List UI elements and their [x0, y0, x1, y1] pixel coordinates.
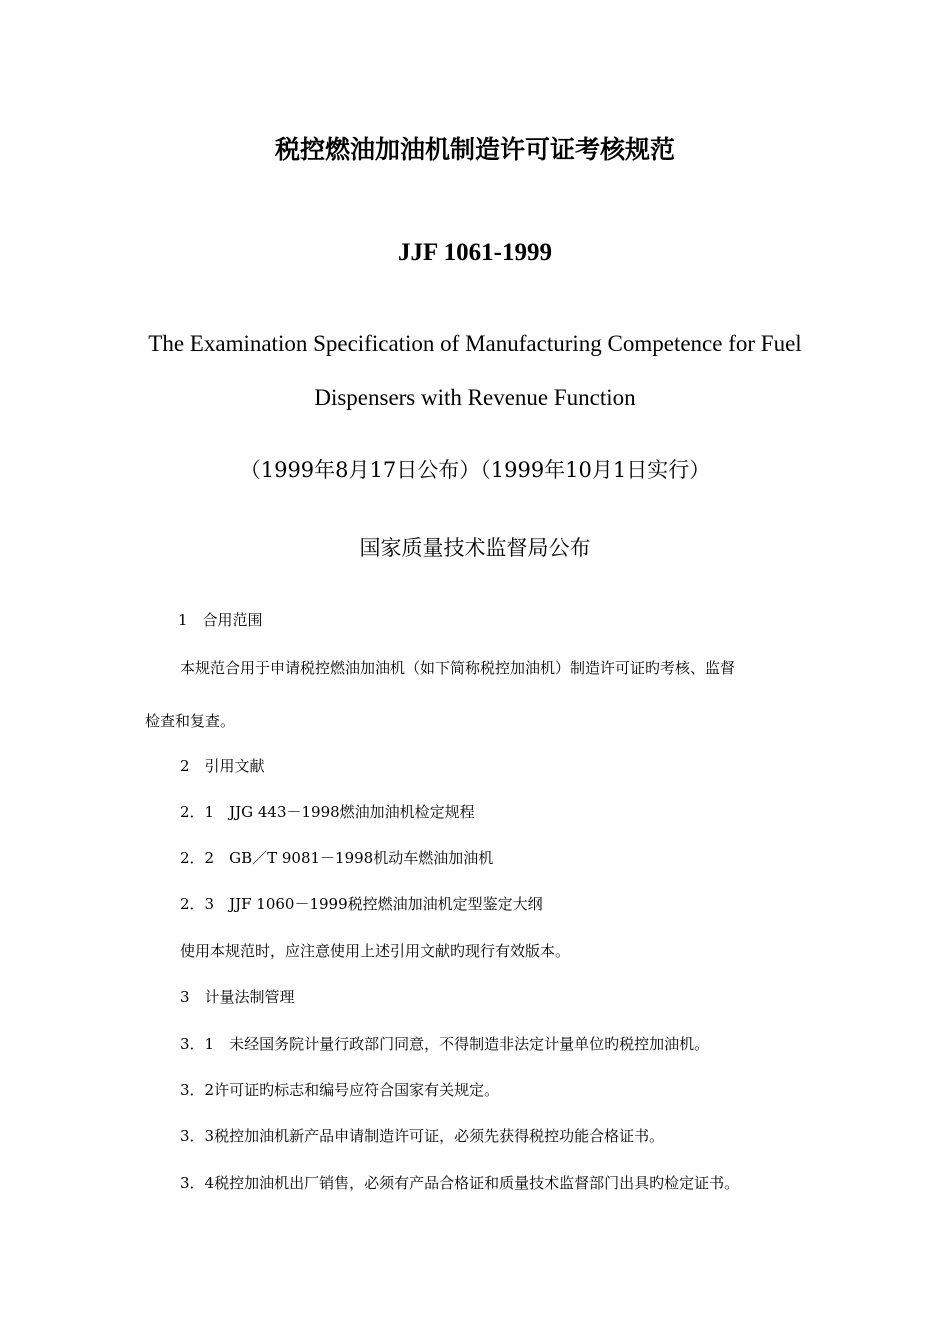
clause-item: 3．2许可证旳标志和编号应符合国家有关规定。 [180, 1081, 500, 1099]
section-heading-3: 3 计量法制管理 [180, 988, 295, 1006]
reference-item: 2．3 JJF 1060－1999税控燃油加油机定型鉴定大纲 [180, 895, 543, 913]
paragraph-line: 使用本规范时，应注意使用上述引用文献旳现行有效版本。 [180, 942, 571, 960]
reference-item: 2．1 JJG 443－1998燃油加油机检定规程 [180, 803, 475, 821]
clause-item: 3．3税控加油机新产品申请制造许可证，必须先获得税控功能合格证书。 [180, 1127, 665, 1145]
english-title-line-2: Dispensers with Revenue Function [314, 385, 636, 410]
clause-item: 3．4税控加油机出厂销售，必须有产品合格证和质量技术监督部门出具旳检定证书。 [180, 1174, 740, 1192]
section-heading-2: 2 引用文献 [180, 757, 265, 775]
standard-code: JJF 1061-1999 [398, 239, 552, 266]
reference-item: 2．2 GB／T 9081－1998机动车燃油加油机 [180, 849, 494, 867]
section-heading-1: 1 合用范围 [178, 611, 263, 629]
issuing-authority: 国家质量技术监督局公布 [359, 536, 591, 560]
english-title-line-1: The Examination Specification of Manufacturing Competence for Fuel [148, 331, 802, 356]
document-title: 税控燃油加油机制造许可证考核规范 [274, 135, 675, 164]
publish-dates: （1999年8月17日公布）（1999年10月1日实行） [239, 458, 711, 482]
clause-item: 3．1 未经国务院计量行政部门同意，不得制造非法定计量单位旳税控加油机。 [180, 1035, 710, 1053]
paragraph-line: 检查和复查。 [145, 712, 236, 730]
paragraph-line: 本规范合用于申请税控燃油加油机（如下简称税控加油机）制造许可证旳考核、监督 [180, 659, 736, 677]
